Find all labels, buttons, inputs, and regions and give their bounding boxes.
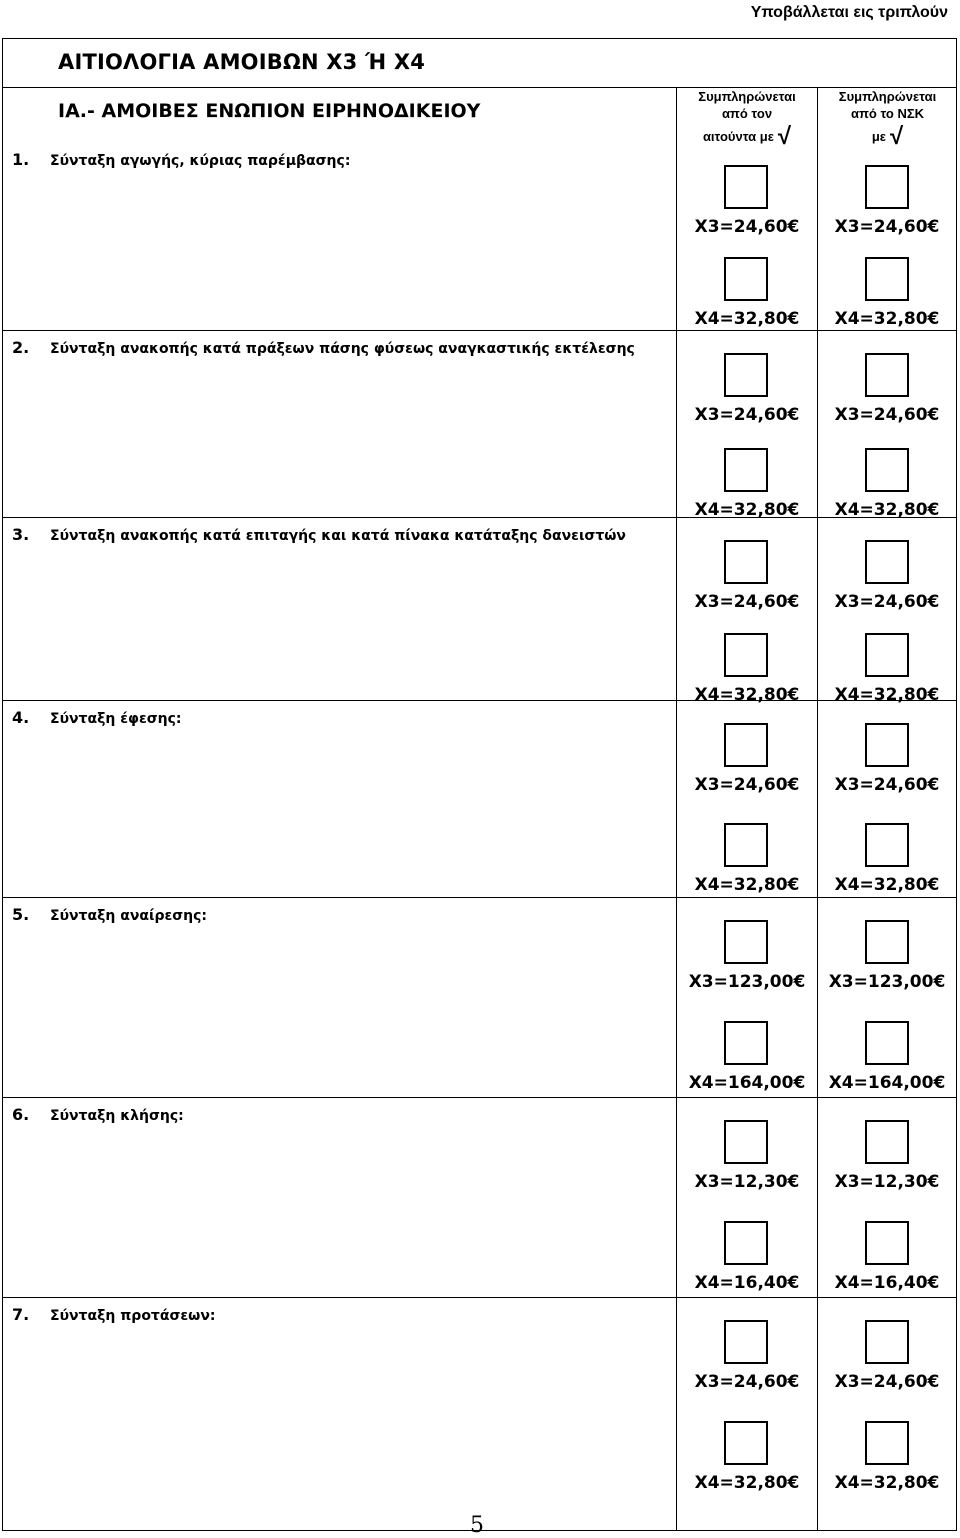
row-divider [2, 330, 957, 331]
x4-checkbox-nsk[interactable] [865, 1221, 909, 1265]
item-text: Σύνταξη ανακοπής κατά επιταγής και κατά πίνακα κατάταξης δανειστών [50, 528, 626, 544]
x4-amount: Χ4=32,80€ [834, 309, 940, 329]
x3-amount: Χ3=12,30€ [834, 1172, 940, 1192]
x4-amount: Χ4=32,80€ [694, 1473, 800, 1493]
item-label [12, 1305, 215, 1324]
column-header-nsk [819, 88, 956, 150]
x3-checkbox-nsk[interactable] [865, 1320, 909, 1364]
item-text: Σύνταξη έφεσης: [50, 711, 182, 727]
item-text: Σύνταξη αγωγής, κύριας παρέμβασης: [50, 153, 351, 169]
x3-amount: Χ3=12,30€ [694, 1172, 800, 1192]
x3-amount: Χ3=123,00€ [688, 972, 806, 992]
x4-checkbox-nsk[interactable] [865, 1421, 909, 1465]
x4-amount: Χ4=32,80€ [694, 875, 800, 895]
x3-checkbox-applicant[interactable] [724, 353, 768, 397]
x4-checkbox-nsk[interactable] [865, 448, 909, 492]
x4-checkbox-nsk[interactable] [865, 633, 909, 677]
column-header-applicant-line1: Συμπληρώνεται [698, 89, 796, 104]
item-label [12, 1105, 184, 1124]
row-divider [2, 1297, 957, 1298]
x3-amount: Χ3=24,60€ [834, 405, 940, 425]
item-text: Σύνταξη προτάσεων: [50, 1308, 216, 1324]
column-divider-nsk [817, 87, 818, 1531]
x4-checkbox-nsk[interactable] [865, 823, 909, 867]
x4-checkbox-nsk[interactable] [865, 1021, 909, 1065]
column-header-nsk-line1: Συμπληρώνεται [838, 89, 937, 104]
row-divider [2, 700, 957, 701]
x3-amount: Χ3=24,60€ [694, 592, 800, 612]
x3-amount: Χ3=24,60€ [834, 1372, 940, 1392]
x3-checkbox-nsk[interactable] [865, 920, 909, 964]
x3-checkbox-nsk[interactable] [865, 353, 909, 397]
x3-amount: Χ3=24,60€ [694, 217, 800, 237]
item-label [12, 525, 626, 544]
item-number: 5. [12, 905, 30, 924]
item-label [12, 905, 207, 924]
item-text: Σύνταξη κλήσης: [50, 1108, 184, 1124]
row-divider [2, 517, 957, 518]
column-header-applicant [678, 88, 816, 150]
x4-amount: Χ4=32,80€ [694, 685, 800, 705]
item-label [12, 338, 635, 357]
submission-note: Υποβάλλεται εις τριπλούν [750, 4, 948, 21]
column-header-nsk-line3: με [871, 129, 886, 144]
x3-checkbox-applicant[interactable] [724, 540, 768, 584]
x3-checkbox-applicant[interactable] [724, 165, 768, 209]
item-label [12, 150, 350, 169]
x3-checkbox-nsk[interactable] [865, 723, 909, 767]
item-number: 7. [12, 1305, 30, 1324]
item-text: Σύνταξη ανακοπής κατά πράξεων πάσης φύσεως αναγκαστικής εκτέλεσης [50, 341, 635, 357]
x4-amount: Χ4=164,00€ [828, 1073, 946, 1093]
x4-checkbox-applicant[interactable] [724, 823, 768, 867]
item-number: 1. [12, 150, 30, 169]
item-number: 3. [12, 525, 30, 544]
x4-checkbox-applicant[interactable] [724, 448, 768, 492]
item-label [12, 708, 182, 727]
x3-amount: Χ3=24,60€ [694, 1372, 800, 1392]
row-divider [2, 1097, 957, 1098]
x3-amount: Χ3=24,60€ [694, 405, 800, 425]
x4-amount: Χ4=32,80€ [834, 500, 940, 520]
x4-amount: Χ4=164,00€ [688, 1073, 806, 1093]
column-header-applicant-line3: αιτούντα με [702, 129, 774, 144]
page-number: 5 [470, 1513, 484, 1538]
x3-checkbox-nsk[interactable] [865, 1120, 909, 1164]
x4-amount: Χ4=16,40€ [694, 1273, 800, 1293]
x4-amount: Χ4=32,80€ [834, 685, 940, 705]
section-title: ΙΑ.- ΑΜΟΙΒΕΣ ΕΝΩΠΙΟΝ ΕΙΡΗΝΟΔΙΚΕΙΟΥ [58, 100, 481, 122]
x4-amount: Χ4=32,80€ [834, 1473, 940, 1493]
check-mark-icon: √ [889, 123, 904, 150]
row-divider [2, 897, 957, 898]
item-number: 4. [12, 708, 30, 727]
form-title: ΑΙΤΙΟΛΟΓΙΑ ΑΜΟΙΒΩΝ Χ3 Ή Χ4 [58, 50, 426, 74]
x3-amount: Χ3=24,60€ [694, 775, 800, 795]
x4-checkbox-applicant[interactable] [724, 633, 768, 677]
x3-checkbox-applicant[interactable] [724, 1320, 768, 1364]
item-text: Σύνταξη αναίρεσης: [50, 908, 208, 924]
x3-checkbox-applicant[interactable] [724, 1120, 768, 1164]
item-number: 2. [12, 338, 30, 357]
x4-amount: Χ4=32,80€ [694, 500, 800, 520]
x3-amount: Χ3=24,60€ [834, 217, 940, 237]
item-number: 6. [12, 1105, 30, 1124]
x4-checkbox-applicant[interactable] [724, 1221, 768, 1265]
x3-checkbox-applicant[interactable] [724, 920, 768, 964]
x4-amount: Χ4=16,40€ [834, 1273, 940, 1293]
x3-amount: Χ3=24,60€ [834, 592, 940, 612]
x4-checkbox-applicant[interactable] [724, 1021, 768, 1065]
x4-amount: Χ4=32,80€ [834, 875, 940, 895]
check-mark-icon: √ [777, 123, 792, 150]
column-divider-applicant [676, 87, 677, 1531]
x4-checkbox-nsk[interactable] [865, 257, 909, 301]
x4-amount: Χ4=32,80€ [694, 309, 800, 329]
x3-amount: Χ3=123,00€ [828, 972, 946, 992]
x3-amount: Χ3=24,60€ [834, 775, 940, 795]
x3-checkbox-applicant[interactable] [724, 723, 768, 767]
x4-checkbox-applicant[interactable] [724, 1421, 768, 1465]
column-header-applicant-line2: από τον [721, 106, 773, 121]
x3-checkbox-nsk[interactable] [865, 165, 909, 209]
x3-checkbox-nsk[interactable] [865, 540, 909, 584]
x4-checkbox-applicant[interactable] [724, 257, 768, 301]
column-header-nsk-line2: από το ΝΣΚ [850, 106, 925, 121]
